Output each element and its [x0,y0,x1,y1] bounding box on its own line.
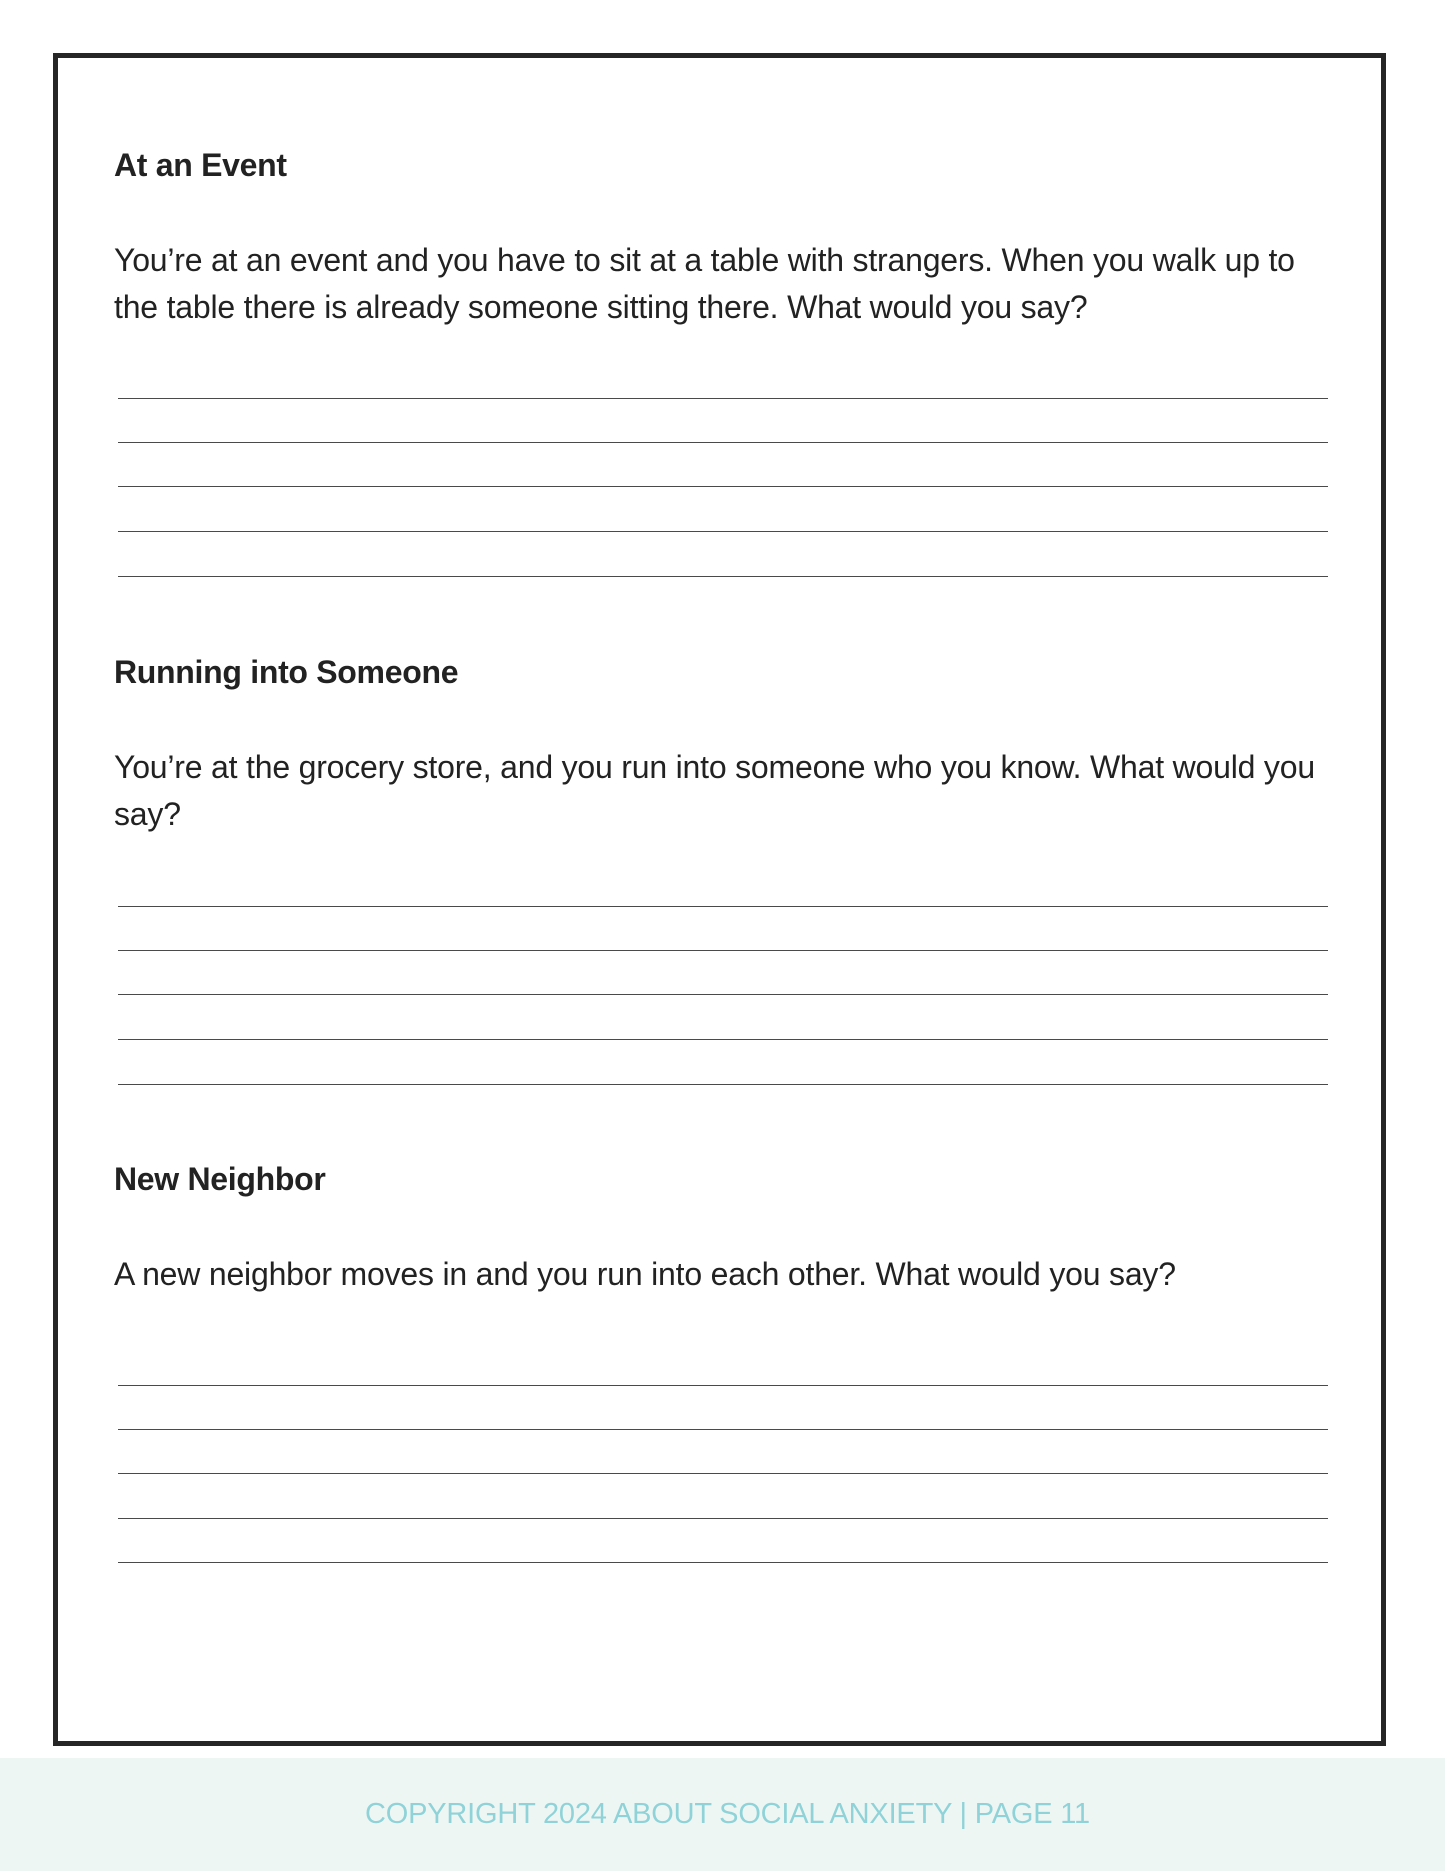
answer-line[interactable] [118,576,1328,577]
section-prompt: You’re at the grocery store, and you run into someone who you know. What would you say? [114,749,1315,832]
answer-line[interactable] [118,1084,1328,1085]
answer-line[interactable] [118,994,1328,995]
section-at-an-event [114,145,1329,331]
answer-line[interactable] [118,442,1328,443]
answer-line[interactable] [118,1562,1328,1563]
answer-line[interactable] [118,1385,1328,1386]
section-new-neighbor [114,1159,1329,1298]
page-footer [0,1758,1445,1871]
section-prompt: A new neighbor moves in and you run into each other. What would you say? [114,1256,1176,1292]
answer-line[interactable] [118,1518,1328,1519]
section-prompt: You’re at an event and you have to sit at a table with strangers. When you walk up to the table there is already someone sitting there. What would you say? [114,242,1295,325]
answer-line[interactable] [118,531,1328,532]
section-title: New Neighbor [114,1161,326,1197]
answer-line[interactable] [118,906,1328,907]
section-title: At an Event [114,147,287,183]
answer-line[interactable] [118,398,1328,399]
answer-line[interactable] [118,1429,1328,1430]
answer-line[interactable] [118,1473,1328,1474]
answer-line[interactable] [118,486,1328,487]
answer-line[interactable] [118,950,1328,951]
section-running-into-someone [114,652,1329,838]
section-title: Running into Someone [114,654,459,690]
answer-line[interactable] [118,1039,1328,1040]
footer-copyright-text: COPYRIGHT 2024 ABOUT SOCIAL ANXIETY | PAGE 11 [365,1798,1090,1830]
